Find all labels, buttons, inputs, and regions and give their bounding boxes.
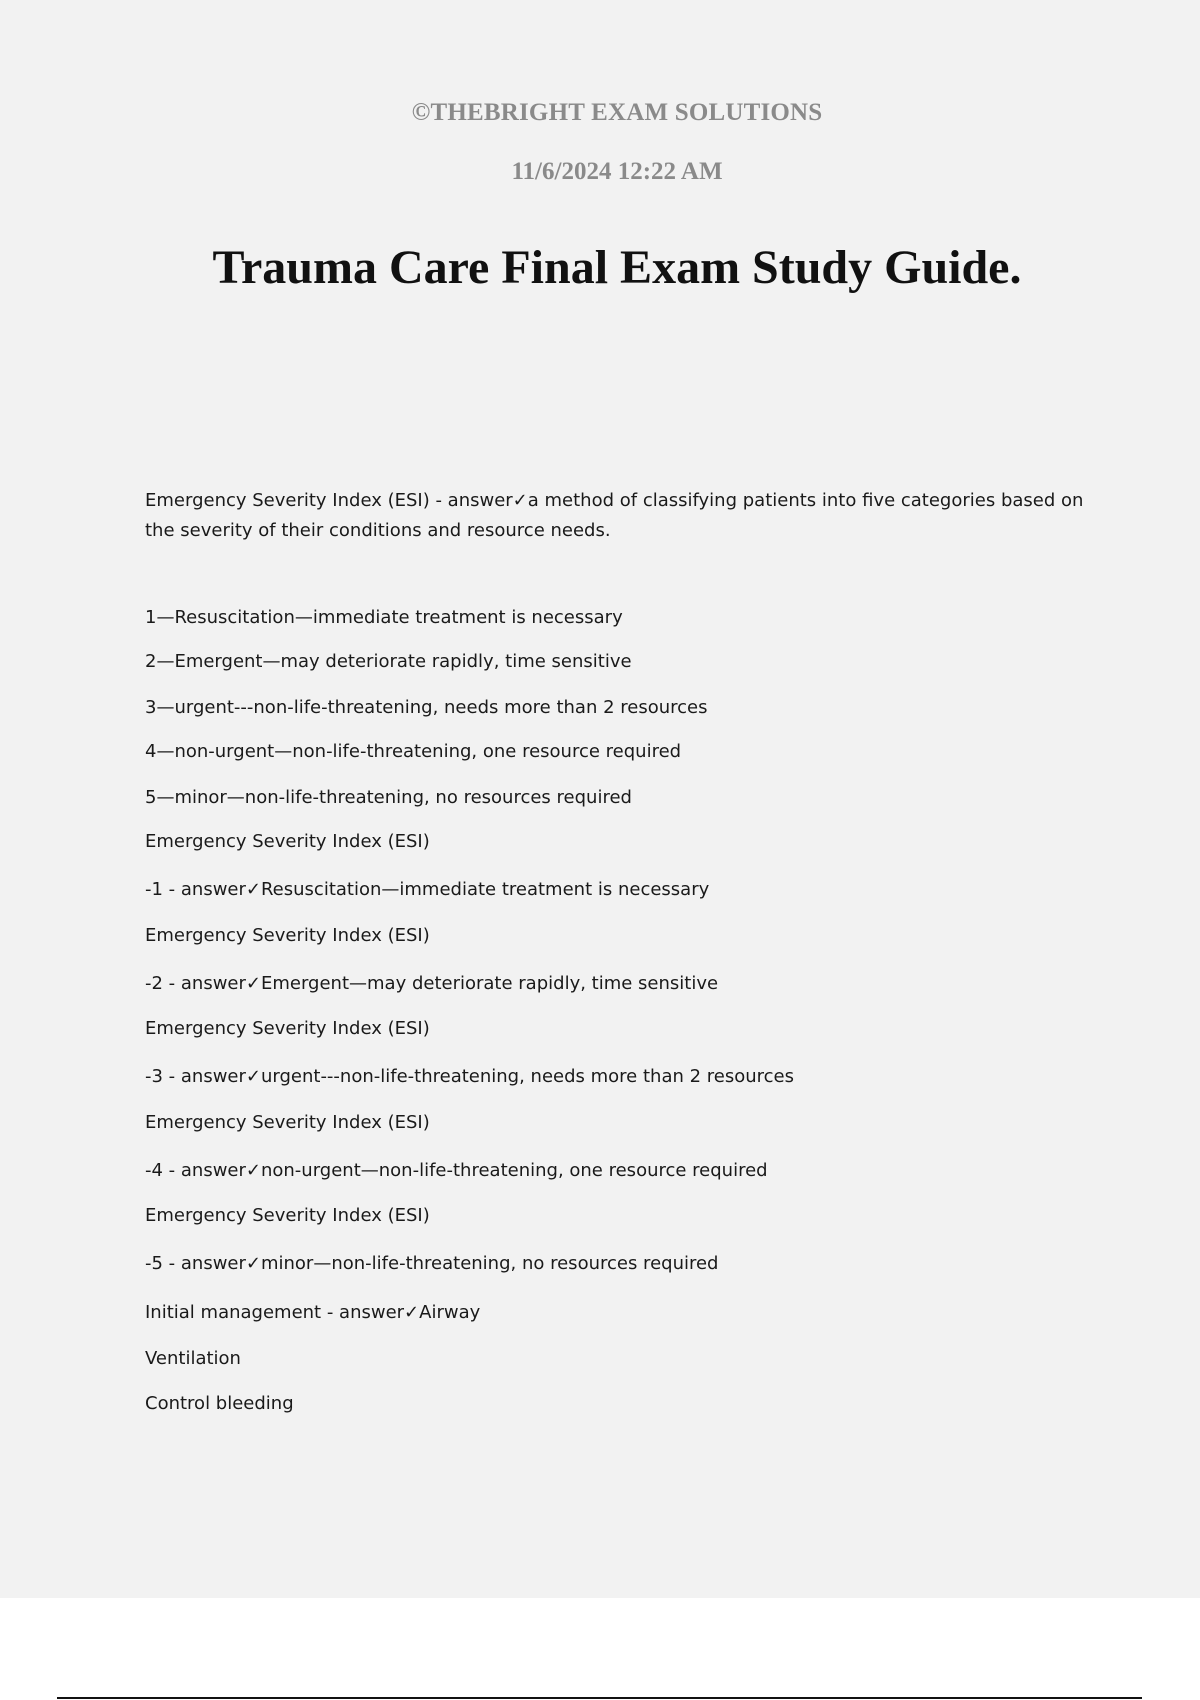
study-line: Emergency Severity Index (ESI) — [145, 925, 430, 946]
study-line: 2—Emergent—may deteriorate rapidly, time sensitive — [145, 651, 632, 672]
document-title: Trauma Care Final Exam Study Guide. — [212, 241, 1022, 294]
study-line: 3—urgent---non-life-threatening, needs more than 2 resources — [145, 697, 708, 718]
page-footer-rule — [57, 1697, 1142, 1699]
study-line: 5—minor—non-life-threatening, no resources required — [145, 787, 632, 808]
study-line: -1 - answer✓Resuscitation—immediate treatment is necessary — [145, 879, 710, 900]
intro-paragraph: Emergency Severity Index (ESI) - answer✓a method of classifying patients into five categories based on the severity of their conditions and resource needs. — [145, 490, 1084, 541]
brand-header: ©THEBRIGHT EXAM SOLUTIONS — [411, 99, 823, 126]
study-line: Emergency Severity Index (ESI) — [145, 1112, 430, 1133]
study-line: Emergency Severity Index (ESI) — [145, 1205, 430, 1226]
study-line: -3 - answer✓urgent---non-life-threatening, needs more than 2 resources — [145, 1066, 795, 1087]
study-line: Control bleeding — [145, 1393, 294, 1414]
study-line: 1—Resuscitation—immediate treatment is necessary — [145, 607, 623, 628]
timestamp: 11/6/2024 12:22 AM — [511, 158, 723, 185]
study-line: -5 - answer✓minor—non-life-threatening, no resources required — [145, 1253, 719, 1274]
study-line: Emergency Severity Index (ESI) — [145, 1018, 430, 1039]
study-line: -2 - answer✓Emergent—may deteriorate rapidly, time sensitive — [145, 973, 719, 994]
study-line: -4 - answer✓non-urgent—non-life-threatening, one resource required — [145, 1160, 768, 1181]
study-line: Emergency Severity Index (ESI) — [145, 831, 430, 852]
study-line: Initial management - answer✓Airway — [145, 1302, 481, 1323]
study-line: Ventilation — [145, 1348, 241, 1369]
intro-paragraph-block — [145, 486, 1085, 546]
study-line: 4—non-urgent—non-life-threatening, one resource required — [145, 741, 682, 762]
